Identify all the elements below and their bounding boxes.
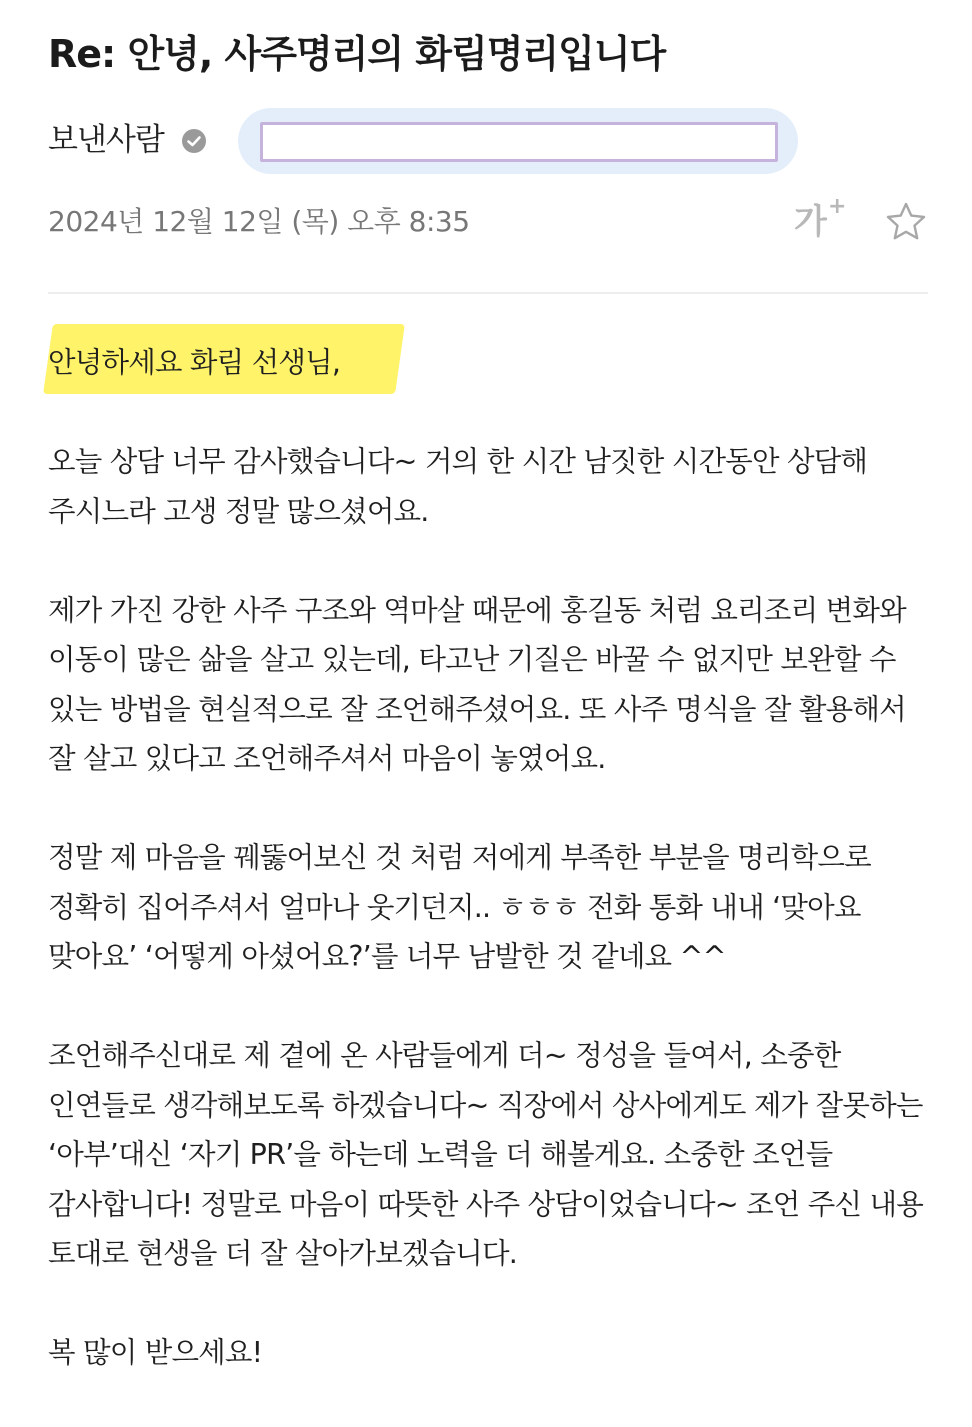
body-paragraph: 오늘 상담 너무 감사했습니다~ 거의 한 시간 남짓한 시간동안 상담해 주시느라 고생 정말 많으셨어요. [48, 445, 868, 528]
sender-address-chip[interactable] [238, 108, 798, 174]
star-button[interactable] [884, 200, 928, 244]
check-circle-icon [181, 128, 207, 154]
email-body [48, 338, 938, 1427]
greeting-paragraph [48, 338, 938, 388]
font-size-icon: 가 [794, 202, 827, 242]
body-paragraph: 조언해주신대로 제 곁에 온 사람들에게 더~ 정성을 들여서, 소중한 인연들로 생각해보도록 하겠습니다~ 직장에서 상사에게도 제가 잘못하는 ‘아부’대신 ‘자기 PR’을 하는데 노력을 더 해볼게요. 소중한 조언들 감사합니다! 정말로 마음이 따뜻한 사주 상담이었습니다~ 조언 주신 내용 토대로 현생을 더 잘 살아가보겠습니다. [48, 1039, 923, 1270]
body-paragraph: 정말 제 마음을 꿰뚫어보신 것 처럼 저에게 부족한 부분을 명리학으로 정확히 집어주셔서 얼마나 웃기던지.. ㅎㅎㅎ 전화 통화 내내 ‘맞아요 맞아요’ ‘어떻게 아셨어요?’를 너무 남발한 것 같네요 ^^ [48, 841, 871, 973]
greeting-text: 안녕하세요 화림 선생님, [48, 346, 341, 379]
sender-row [48, 108, 928, 174]
closing-paragraph: 복 많이 받으세요! [48, 1336, 263, 1369]
highlighted-greeting [48, 338, 340, 388]
sent-date: 2024년 12월 12일 (목) 오후 8:35 [48, 205, 470, 238]
font-size-button[interactable] [794, 194, 850, 246]
star-icon [884, 200, 928, 244]
font-size-plus-icon: + [828, 194, 847, 219]
redacted-sender-address [260, 122, 778, 162]
header-divider [48, 292, 928, 294]
email-subject: Re: 안녕, 사주명리의 화림명리입니다 [48, 32, 666, 76]
sender-label: 보낸사람 [48, 122, 164, 158]
body-paragraph: 제가 가진 강한 사주 구조와 역마살 때문에 홍길동 처럼 요리조리 변화와 이동이 많은 삶을 살고 있는데, 타고난 기질은 바꿀 수 없지만 보완할 수 있는 방법을 현실적으로 잘 조언해주셨어요. 또 사주 명식을 잘 활용해서 잘 살고 있다고 조언해주셔서 마음이 놓였어요. [48, 593, 906, 775]
